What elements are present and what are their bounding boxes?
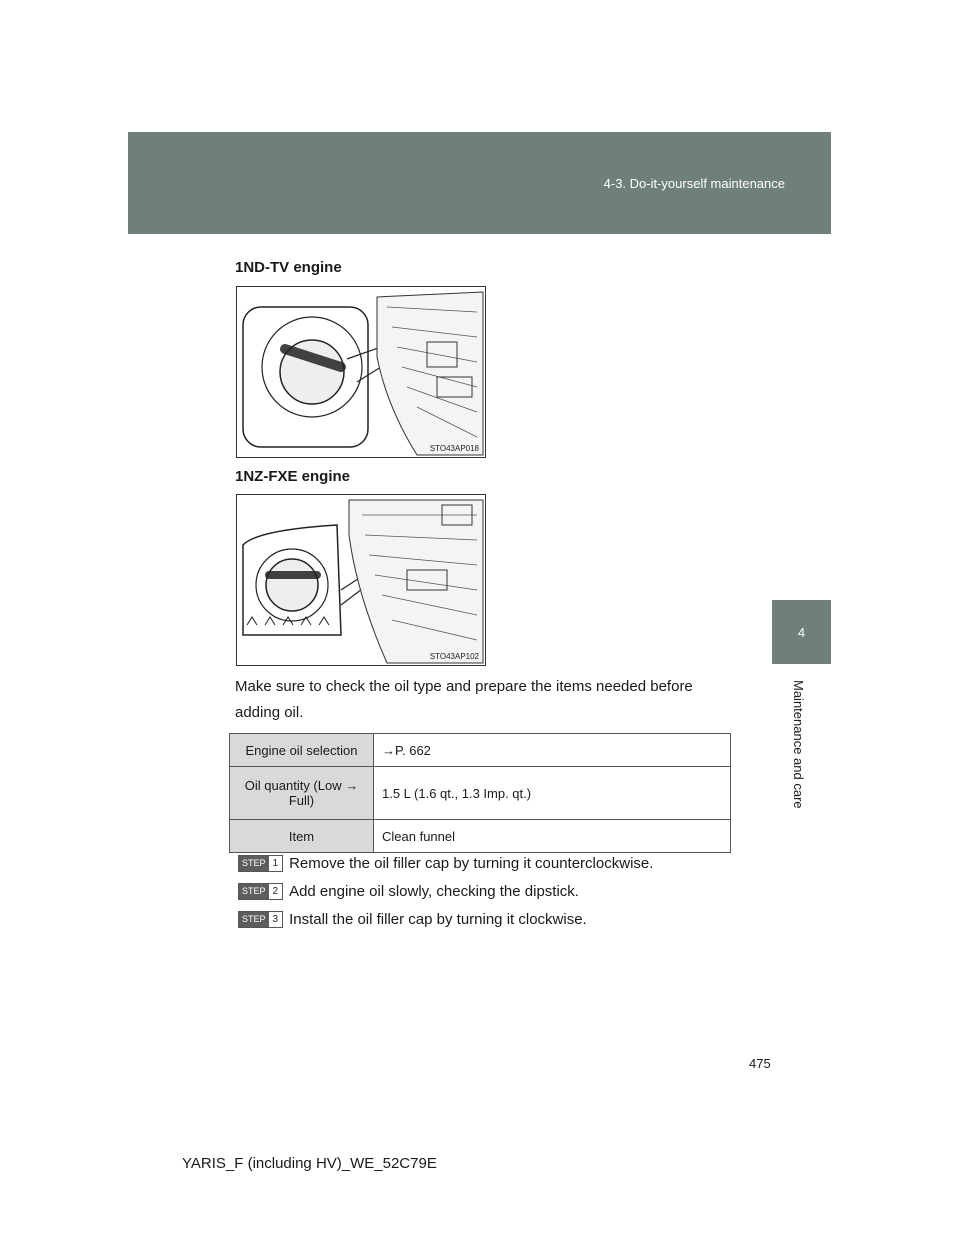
- header-band: [128, 132, 831, 234]
- section-title: 4-3. Do-it-yourself maintenance: [603, 176, 785, 191]
- step-number: 1: [269, 856, 283, 871]
- figure-code: STO43AP102: [429, 652, 479, 661]
- row-label: Item: [230, 820, 374, 853]
- chapter-label: Maintenance and care: [791, 680, 806, 809]
- step-number: 3: [269, 912, 283, 927]
- step-number: 2: [269, 884, 283, 899]
- engine-1-heading: 1ND-TV engine: [235, 259, 342, 276]
- document-footer: YARIS_F (including HV)_WE_52C79E: [182, 1155, 437, 1172]
- row-label: Engine oil selection: [230, 734, 374, 767]
- engine-2-figure: [236, 494, 486, 666]
- step-text: Add engine oil slowly, checking the dipstick.: [289, 883, 579, 900]
- oil-cap-1nz-illustration: [237, 495, 485, 665]
- engine-2-heading: 1NZ-FXE engine: [235, 468, 351, 485]
- step-badge: [238, 855, 283, 872]
- step-item: [238, 907, 653, 932]
- step-badge: [238, 911, 283, 928]
- table-row: [230, 767, 731, 820]
- oil-spec-table: [229, 733, 731, 853]
- row-value: 1.5 L (1.6 qt., 1.3 Imp. qt.): [374, 767, 731, 820]
- row-label: Oil quantity (Low → Full): [230, 767, 374, 820]
- figure-code: STO43AP018: [429, 444, 479, 453]
- engine-1-figure: [236, 286, 486, 458]
- table-row: [230, 820, 731, 853]
- step-text: Install the oil filler cap by turning it clockwise.: [289, 911, 587, 928]
- step-item: [238, 851, 653, 876]
- step-badge-word: STEP: [239, 884, 269, 899]
- row-value: →P. 662: [374, 734, 731, 767]
- row-value: Clean funnel: [374, 820, 731, 853]
- page-number: 475: [749, 1056, 771, 1071]
- step-badge-word: STEP: [239, 856, 269, 871]
- chapter-tab: 4: [772, 600, 831, 664]
- step-text: Remove the oil filler cap by turning it counterclockwise.: [289, 855, 654, 872]
- step-badge-word: STEP: [239, 912, 269, 927]
- oil-cap-1nd-illustration: [237, 287, 485, 457]
- step-item: [238, 879, 653, 904]
- step-badge: [238, 883, 283, 900]
- step-list: [238, 851, 653, 935]
- intro-paragraph: Make sure to check the oil type and prepare the items needed before adding oil.: [235, 678, 693, 721]
- table-row: [230, 734, 731, 767]
